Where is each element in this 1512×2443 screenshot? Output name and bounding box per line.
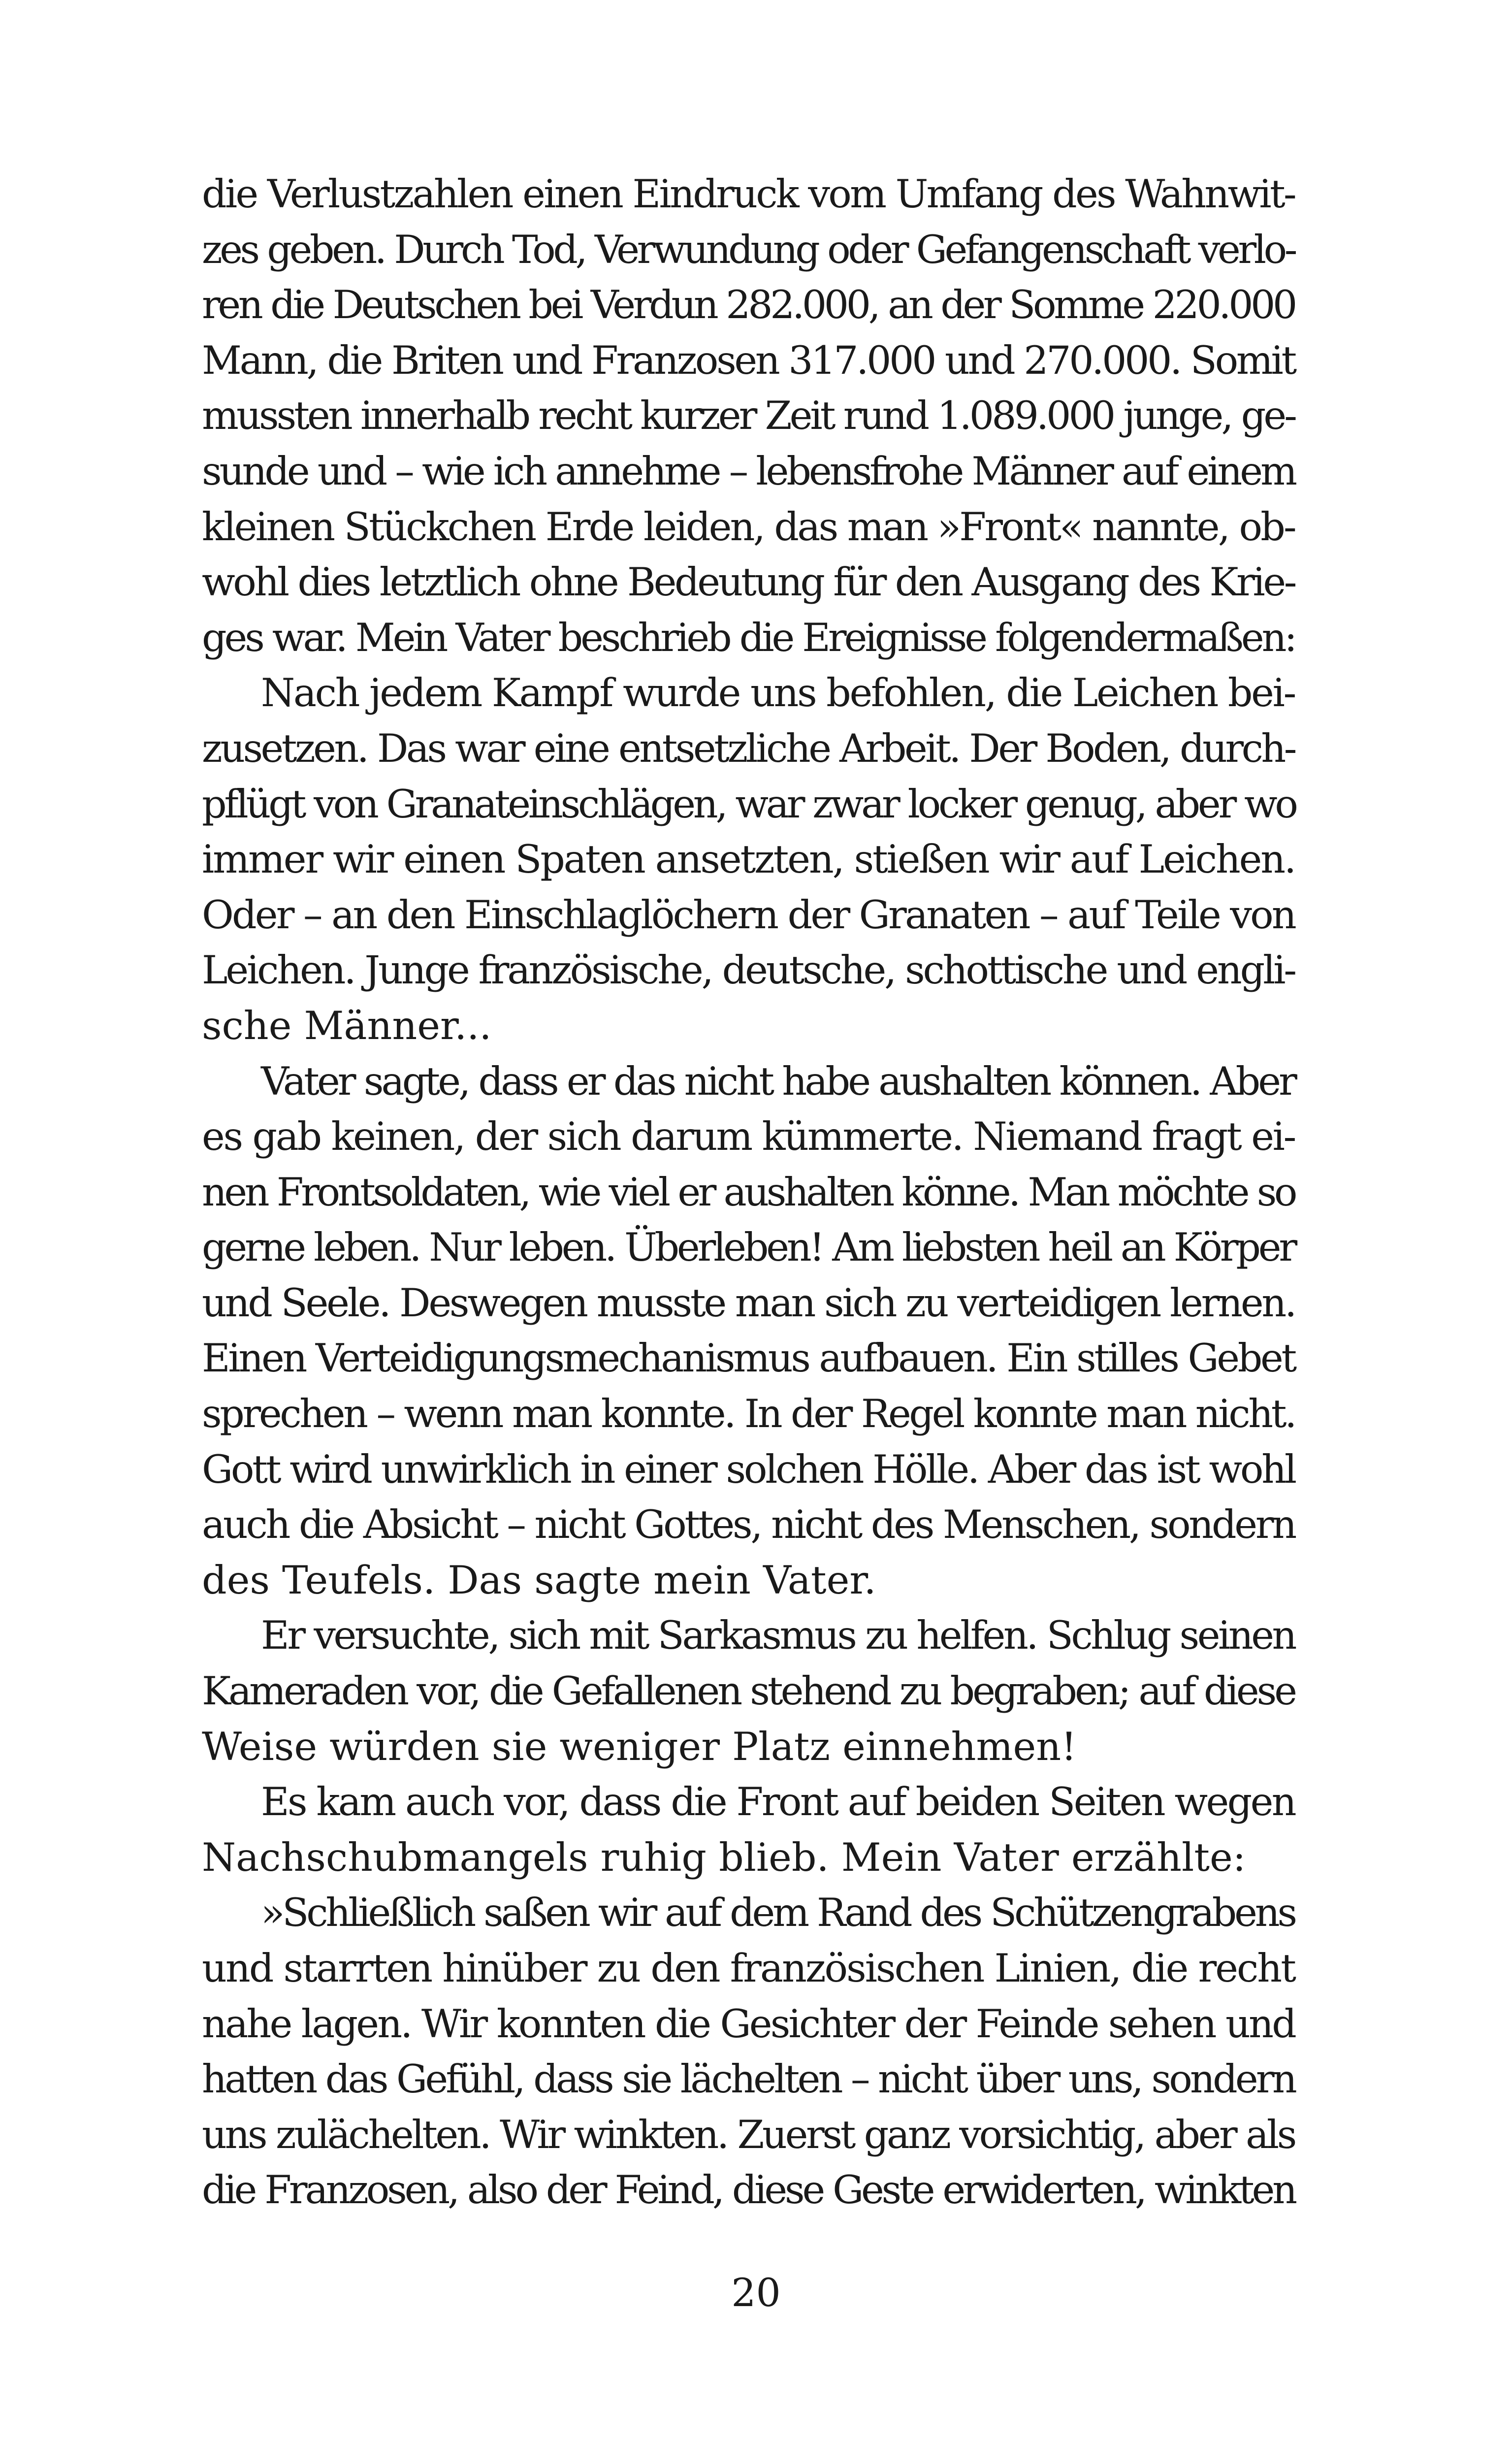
text-line: Leichen. Junge französische, deutsche, schottische und engli- — [202, 947, 1295, 993]
text-line: ges war. Mein Vater beschrieb die Ereignisse folgendermaßen: — [202, 615, 1295, 660]
text-line: und starrten hinüber zu den französischen Linien, die recht — [202, 1946, 1295, 1991]
text-line: zes geben. Durch Tod, Verwundung oder Gefangenschaft verlo- — [202, 227, 1295, 272]
text-line: Nach jedem Kampf wurde uns befohlen, die Leichen bei- — [261, 670, 1295, 716]
text-line: gerne leben. Nur leben. Überleben! Am liebsten heil an Körper — [202, 1225, 1295, 1270]
text-line: pflügt von Granateinschlägen, war zwar locker genug, aber wo — [202, 781, 1296, 827]
text-line: Vater sagte, dass er das nicht habe aushalten können. Aber — [261, 1058, 1295, 1104]
body-text — [202, 166, 1295, 2218]
text-line: auch die Absicht – nicht Gottes, nicht des Menschen, sondern — [202, 1502, 1295, 1548]
text-line: Gott wird unwirklich in einer solchen Hölle. Aber das ist wohl — [202, 1446, 1295, 1492]
text-line: hatten das Gefühl, dass sie lächelten – nicht über uns, sondern — [202, 2056, 1295, 2102]
text-line: immer wir einen Spaten ansetzten, stießen wir auf Leichen. — [202, 837, 1295, 882]
text-line: Es kam auch vor, dass die Front auf beiden Seiten wegen — [261, 1779, 1295, 1825]
text-line: es gab keinen, der sich darum kümmerte. Niemand fragt ei- — [202, 1114, 1295, 1160]
text-line: Kameraden vor, die Gefallenen stehend zu begraben; auf diese — [202, 1668, 1295, 1714]
text-line: mussten innerhalb recht kurzer Zeit rund 1.089.000 junge, ge- — [202, 393, 1295, 439]
text-line: sprechen – wenn man konnte. In der Regel konnte man nicht. — [202, 1391, 1295, 1437]
text-line: sunde und – wie ich annehme – lebensfrohe Männer auf einem — [202, 448, 1295, 494]
text-line: Mann, die Briten und Franzosen 317.000 und 270.000. Somit — [202, 337, 1295, 383]
text-line: sche Männer... — [202, 1003, 492, 1048]
text-line: zusetzen. Das war eine entsetzliche Arbeit. Der Boden, durch- — [202, 725, 1295, 771]
text-line: Nachschubmangels ruhig blieb. Mein Vater erzählte: — [202, 1834, 1246, 1880]
text-line: wohl dies letztlich ohne Bedeutung für den Ausgang des Krie- — [202, 559, 1295, 605]
text-line: die Verlustzahlen einen Eindruck vom Umfang des Wahnwit- — [202, 171, 1295, 217]
text-line: die Franzosen, also der Feind, diese Geste erwiderten, winkten — [202, 2167, 1295, 2213]
text-line: Er versuchte, sich mit Sarkasmus zu helfen. Schlug seinen — [261, 1613, 1295, 1659]
text-line: Oder – an den Einschlaglöchern der Granaten – auf Teile von — [202, 892, 1295, 938]
text-line: uns zulächelten. Wir winkten. Zuerst ganz vorsichtig, aber als — [202, 2112, 1295, 2157]
text-line: kleinen Stückchen Erde leiden, das man »Front« nannte, ob- — [202, 504, 1295, 550]
text-line: »Schließlich saßen wir auf dem Rand des Schützengrabens — [261, 1890, 1295, 1936]
text-line: ren die Deutschen bei Verdun 282.000, an der Somme 220.000 — [202, 282, 1295, 328]
text-line: nahe lagen. Wir konnten die Gesichter der Feinde sehen und — [202, 2001, 1295, 2047]
text-line: Einen Verteidigungsmechanismus aufbauen. Ein stilles Gebet — [202, 1336, 1295, 1381]
page-number: 20 — [731, 2270, 781, 2315]
text-line: nen Frontsoldaten, wie viel er aushalten könne. Man möchte so — [202, 1169, 1295, 1215]
text-line: des Teufels. Das sagte mein Vater. — [202, 1557, 876, 1603]
text-line: Weise würden sie weniger Platz einnehmen! — [202, 1724, 1077, 1769]
text-line: und Seele. Deswegen musste man sich zu verteidigen lernen. — [202, 1280, 1295, 1326]
